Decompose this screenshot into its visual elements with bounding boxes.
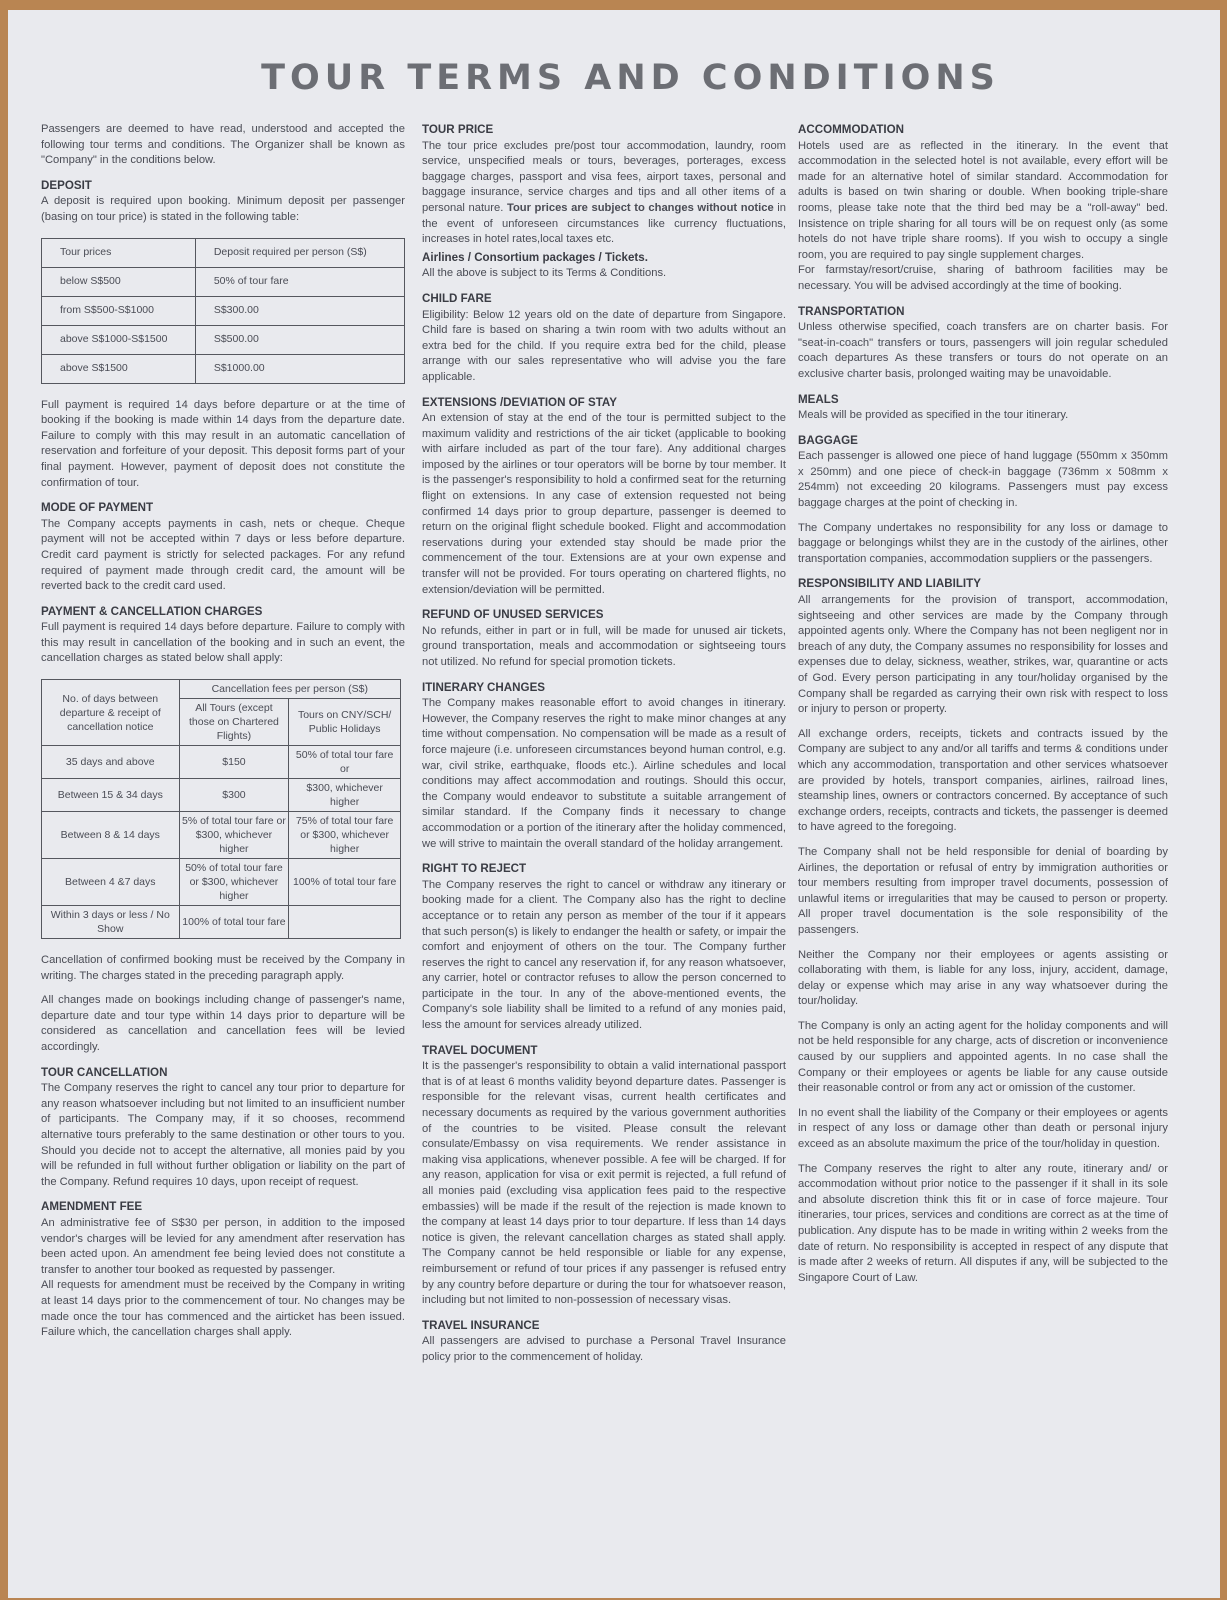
table-cell: 50% of tour fare bbox=[195, 267, 404, 296]
travel-insurance-heading: TRAVEL INSURANCE bbox=[422, 1318, 540, 1332]
payment-cancellation-text: Full payment is required 14 days before departure. Failure to comply with this may result in cancellation of the booking and in such an event, the cancellation charges as stated below shall apply: bbox=[41, 621, 405, 665]
travel-insurance-text: All passengers are advised to purchase a Personal Travel Insurance policy prior to the commencement of holiday. bbox=[422, 1335, 786, 1363]
table-header-cell: Cancellation fees per person (S$) bbox=[179, 680, 400, 699]
airlines-text: All the above is subject to its Terms & Conditions. bbox=[422, 267, 667, 280]
tour-price-text bbox=[422, 139, 786, 248]
table-cell: Between 8 & 14 days bbox=[42, 812, 180, 859]
right-to-reject-heading: RIGHT TO REJECT bbox=[422, 862, 527, 876]
table-row bbox=[42, 354, 405, 383]
amendment-fee-text: An administrative fee of S$30 per person, in addition to the imposed vendor's charges will be levied for any amendment after reservation has been acted upon. An amendment fee being levied does not constitute a transfer to another tour booked as requested by passenger. bbox=[41, 1216, 405, 1276]
table-cell: S$300.00 bbox=[195, 296, 404, 325]
deposit-heading: DEPOSIT bbox=[41, 178, 92, 192]
table-header-cell: Tour prices bbox=[42, 238, 196, 267]
responsibility-text: All arrangements for the provision of transport, accommodation, sightseeing and other services are made by the Company through appointed agents only. Where the Company has not been negligent nor in breach of any duty, the Company assumes no responsibility for losses and expenses due to delay, sickness, weather, strikes, war, quarantine or acts of God. Every person participating in any tour/holiday organised by the Company shall be regarded as carrying their own risk with respect to loss or injury to person or property. bbox=[798, 594, 1168, 716]
accommodation-text: Hotels used are as reflected in the itinerary. In the event that accommodation in the selected hotel is not available, every effort will be made for an alternative hotel of similar standard. Accommodation for adults is based on twin sharing or double. When booking triple-share rooms, please take note that the third bed may be a "roll-away" bed. Insistence on triple sharing for all tours will be on request only (as some hotels do not have triple share rooms). If you wish to occupy a single room, you are required to pay single supplement charges. bbox=[798, 139, 1168, 261]
tour-price-text-part: The tour price excludes pre/post tour accommodation, laundry, room service, unspecified meals or tours, beverages, porterages, excess baggage charges, passport and visa fees, airport taxes, personal and baggage insurance, service charges and tips and all other items of a personal nature. bbox=[422, 139, 786, 214]
meals-heading: MEALS bbox=[798, 392, 839, 406]
table-row bbox=[42, 859, 401, 906]
responsibility-text: In no event shall the liability of the Company or their employees or agents in respect of any loss or damage other than death or personal injury exceed as an absolute maximum the price of the tour/holiday in question. bbox=[798, 1106, 1168, 1151]
baggage-heading: BAGGAGE bbox=[798, 433, 858, 447]
table-header-cell: All Tours (except those on Chartered Flights) bbox=[179, 699, 289, 746]
table-cell: Within 3 days or less / No Show bbox=[42, 906, 180, 939]
itinerary-changes-text: The Company makes reasonable effort to avoid changes in itinerary. However, the Company reserves the right to make minor changes at any time without compensation. No compensation will be made as a result of force majeure (i.e. unforeseen circumstances beyond human control, e.g. war, civil strike, earthquake, floods etc.). Airline schedules and local conditions may affect accommodation and routings. Should this occur, the Company would endeavor to substitute a suitable arrangement of similar standard. If the Company finds it necessary to change accommodation or a portion of the itinerary after the holiday commenced, we will strive to maintain the overall standard of the holiday arrangement. bbox=[422, 697, 786, 850]
table-cell: from S$500-S$1000 bbox=[42, 296, 196, 325]
full-payment-text: Full payment is required 14 days before departure or at the time of booking if the booking is made within 14 days from the departure date. Failure to comply with this may result in an automatic cancellation of reservation and forfeiture of your deposit. This deposit forms part of your final payment. However, payment of deposit does not constitute the confirmation of tour. bbox=[41, 398, 405, 489]
refund-text: No refunds, either in part or in full, will be made for unused air tickets, ground transportation, meals and accommodation or sightseeing tours not utilized. No refund for special promotion tickets. bbox=[422, 624, 786, 668]
amendment-fee-heading: AMENDMENT FEE bbox=[41, 1200, 143, 1214]
table-row bbox=[42, 812, 401, 859]
responsibility-text: The Company shall not be held responsible for denial of boarding by Airlines, the deportation or refusal of entry by immigration authorities or tour members resulting from improper travel documents, possession of unlawful items or irregularities that may be caused to person or property. All proper travel documentation is the sole responsibility of the passengers. bbox=[798, 845, 1168, 936]
transportation-heading: TRANSPORTATION bbox=[798, 304, 905, 318]
deposit-table bbox=[41, 238, 405, 384]
page-title: TOUR TERMS AND CONDITIONS bbox=[261, 58, 1000, 98]
child-fare-heading: CHILD FARE bbox=[422, 291, 492, 305]
tour-price-text-part: in the event of unforeseen circumstances like currency fluctuations, increases in hotel rates,local taxes etc. bbox=[422, 201, 786, 246]
terms-document bbox=[8, 10, 1220, 1598]
table-cell: below S$500 bbox=[42, 267, 196, 296]
table-header-cell: Deposit required per person (S$) bbox=[195, 238, 404, 267]
table-header-cell: No. of days between departure & receipt of cancellation notice bbox=[42, 680, 180, 746]
travel-document-heading: TRAVEL DOCUMENT bbox=[422, 1043, 538, 1057]
table-cell: 50% of total tour fare or bbox=[289, 746, 401, 779]
table-cell: Between 4 &7 days bbox=[42, 859, 180, 906]
responsibility-text: All exchange orders, receipts, tickets and contracts issued by the Company are subject to any and/or all tariffs and terms & conditions under which any accommodation, transportation and other services whatsoever are provided by hotels, transport companies, airlines, railroad lines, steamship lines, owners or contractors concerned. By acceptance of such exchange orders, receipts, contracts and tickets, the passenger is deemed to have agreed to the foregoing. bbox=[798, 727, 1168, 834]
tour-cancellation-text: The Company reserves the right to cancel any tour prior to departure for any reason whatsoever including but not limited to an insufficient number of participants. The Company may, if it so chooses, recommend alternative tours preferably to the same destination or other tours to you. Should you decide not to accept the alternative, all monies paid by you will be refunded in full without further obligation or liability on the part of the Company. Refund requires 10 days, upon receipt of request. bbox=[41, 1082, 405, 1188]
extensions-text: An extension of stay at the end of the tour is permitted subject to the maximum validity and restrictions of the air ticket (applicable to booking with airfare included as part of the tour fare). Any additional charges imposed by the airlines or tour operators will be borne by tour member. It is the passenger's responsibility to hold a confirmed seat for the returning flight on extensions. In any case of extension requested not being confirmed 14 days prior to group departure, passenger is deemed to return on the original flight schedule booked. Flight and accommodation reservations during your extended stay should be made prior the commencement of the tour. Extensions are at your own expense and transfer will not be provided. For tours operating on chartered flights, no extension/deviation will be permitted. bbox=[422, 412, 786, 596]
accommodation-heading: ACCOMMODATION bbox=[798, 123, 905, 136]
responsibility-text: Neither the Company nor their employees or agents assisting or collaborating with them, is liable for any loss, injury, accident, damage, delay or expense which may arise in any way whatsoever during the tour/holiday. bbox=[798, 948, 1168, 1008]
column-right bbox=[798, 122, 1168, 1295]
tour-price-bold-text: Tour prices are subject to changes without notice bbox=[506, 201, 774, 214]
table-cell: $300, whichever higher bbox=[289, 779, 401, 812]
table-cell: 75% of total tour fare or $300, whichever higher bbox=[289, 812, 401, 859]
column-middle bbox=[422, 122, 786, 1375]
transportation-text: Unless otherwise specified, coach transfers are on charter basis. For "seat-in-coach" transfers or tours, passengers will join regular scheduled coach departures As these transfers or tours do not operate on an exclusive charter basis, prolonged waiting may be unavoidable. bbox=[798, 321, 1168, 380]
airlines-heading: Airlines / Consortium packages / Tickets. bbox=[422, 250, 648, 264]
table-cell: 100% of total tour fare bbox=[289, 859, 401, 906]
baggage-liability-text: The Company undertakes no responsibility for any loss or damage to baggage or belongings whilst they are in the custody of the airlines, other transportation companies, accommodation suppliers or the passengers. bbox=[798, 521, 1168, 565]
mode-of-payment-text: The Company accepts payments in cash, nets or cheque. Cheque payment will not be accepted within 7 days or less before departure. Credit card payment is strictly for selected packages. For any refund required of payment made through credit card, the amount will be reverted back to the credit card used. bbox=[41, 517, 405, 593]
table-cell: above S$1000-S$1500 bbox=[42, 325, 196, 354]
table-cell: $150 bbox=[179, 746, 289, 779]
table-row bbox=[42, 325, 405, 354]
tour-cancellation-heading: TOUR CANCELLATION bbox=[41, 1065, 168, 1079]
right-to-reject-text: The Company reserves the right to cancel or withdraw any itinerary or booking made for a client. The Company also has the right to decline acceptance or to retain any person as member of the tour if it appears that such person(s) is likely to endanger the health or safety, or impair the comfort and enjoyment of others on the tour. The Company further reserves the right to cancel any reservation if, for any reason whatsoever, any carrier, hotel or contractor refuses to allow the person concerned to participate in the tour. In any of the above-mentioned events, the Company's sole liability shall be limited to a refund of any monies paid, less the amount for services already utilized. bbox=[422, 878, 786, 1032]
responsibility-heading: RESPONSIBILITY AND LIABILITY bbox=[798, 577, 981, 591]
table-cell: S$1000.00 bbox=[195, 354, 404, 383]
table-row bbox=[42, 779, 401, 812]
tour-price-heading: TOUR PRICE bbox=[422, 123, 494, 136]
extensions-heading: EXTENSIONS /DEVIATION OF STAY bbox=[422, 395, 617, 409]
table-row bbox=[42, 267, 405, 296]
table-header-cell: Tours on CNY/SCH/ Public Holidays bbox=[289, 699, 401, 746]
farmstay-text: For farmstay/resort/cruise, sharing of bathroom facilities may be necessary. You will be advised accordingly at the time of booking. bbox=[798, 264, 1168, 292]
child-fare-text: Eligibility: Below 12 years old on the date of departure from Singapore. Child fare is based on sharing a twin room with two adults without an extra bed for the child. If you require extra bed for the child, please arrange with our sales representative who will advise you the fare applicable. bbox=[422, 308, 786, 383]
travel-document-text: It is the passenger's responsibility to obtain a valid international passport that is of at least 6 months validity beyond departure dates. Passenger is responsible for the relevant visas, current health certificates and necessary documents as required by the various government authorities of the countries to be visited. Please consult the relevant consulate/Embassy on visa requirements. We render assistance in making visa applications, whenever possible. A fee will be charged. If for any reason, application for visa or exit permit is rejected, a full refund of all monies paid (excluding visa application fees paid to the respective embassies) will be made if the result of the rejection is made known to the company at least 14 days prior to tour departure. If less than 14 days notice is given, the relevant cancellation charges as stated shall apply. The Company cannot be held responsible or liable for any expense, reimbursement or refund of tour prices if any passenger is refused entry by any country before departure or during the tour for whatsoever reason, including but not limited to non-possession of necessary visas. bbox=[422, 1060, 786, 1307]
responsibility-text: The Company is only an acting agent for the holiday components and will not be held responsible for any charge, acts of discretion or inconvenience caused by our suppliers and appointed agents. In no case shall the Company or their employees or agents be liable for any cause outside their reasonable control or from any act or omission of the customer. bbox=[798, 1019, 1168, 1095]
responsibility-text: The Company reserves the right to alter any route, itinerary and/ or accommodation without prior notice to the passenger if it shall in its sole and absolute discretion think this fit or in case of force majeure. Tour itineraries, tour prices, services and conditions are correct as at the time of publication. Any dispute has to be made in writing within 2 weeks from the date of return. No responsibility is accepted in respect of any dispute that is made after 2 weeks of return. All disputes if any, will be subjected to the Singapore Court of Law. bbox=[798, 1162, 1168, 1284]
cancellation-table bbox=[41, 679, 401, 939]
table-cell: $300 bbox=[179, 779, 289, 812]
table-row bbox=[42, 746, 401, 779]
table-cell: 35 days and above bbox=[42, 746, 180, 779]
amendment-request-text: All requests for amendment must be received by the Company in writing at least 14 days prior to the commencement of tour. No changes may be made once the tour has commenced and the airticket has been issued. Failure which, the cancellation charges shall apply. bbox=[41, 1279, 405, 1339]
cancellation-writing-text: Cancellation of confirmed booking must be received by the Company in writing. The charges stated in the preceding paragraph apply. bbox=[41, 954, 405, 982]
table-cell bbox=[289, 906, 401, 939]
table-cell: above S$1500 bbox=[42, 354, 196, 383]
table-cell: 50% of total tour fare or $300, whichever higher bbox=[179, 859, 289, 906]
table-row bbox=[42, 680, 401, 699]
table-row bbox=[42, 238, 405, 267]
deposit-text: A deposit is required upon booking. Minimum deposit per passenger (basing on tour price) is stated in the following table: bbox=[41, 195, 405, 223]
booking-changes-text: All changes made on bookings including change of passenger's name, departure date and tour type within 14 days prior to departure will be considered as cancellation and cancellation fees will be levied accordingly. bbox=[41, 994, 405, 1054]
itinerary-changes-heading: ITINERARY CHANGES bbox=[422, 680, 546, 694]
mode-of-payment-heading: MODE OF PAYMENT bbox=[41, 501, 154, 515]
baggage-text: Each passenger is allowed one piece of hand luggage (550mm x 350mm x 250mm) and one piece of check-in baggage (736mm x 508mm x 254mm) not exceeding 20 kilograms. Passengers must pay excess baggage charges at the point of checking in. bbox=[798, 450, 1168, 510]
intro-text: Passengers are deemed to have read, understood and accepted the following tour terms and conditions. The Organizer shall be known as "Company" in the conditions below. bbox=[41, 123, 405, 167]
table-cell: S$500.00 bbox=[195, 325, 404, 354]
table-row bbox=[42, 906, 401, 939]
table-cell: Between 15 & 34 days bbox=[42, 779, 180, 812]
refund-heading: REFUND OF UNUSED SERVICES bbox=[422, 608, 604, 622]
table-cell: 5% of total tour fare or $300, whichever higher bbox=[179, 812, 289, 859]
payment-cancellation-heading: PAYMENT & CANCELLATION CHARGES bbox=[41, 604, 263, 618]
table-cell: 100% of total tour fare bbox=[179, 906, 289, 939]
table-row bbox=[42, 296, 405, 325]
meals-text: Meals will be provided as specified in the tour itinerary. bbox=[798, 409, 1069, 422]
column-left bbox=[41, 122, 405, 1350]
